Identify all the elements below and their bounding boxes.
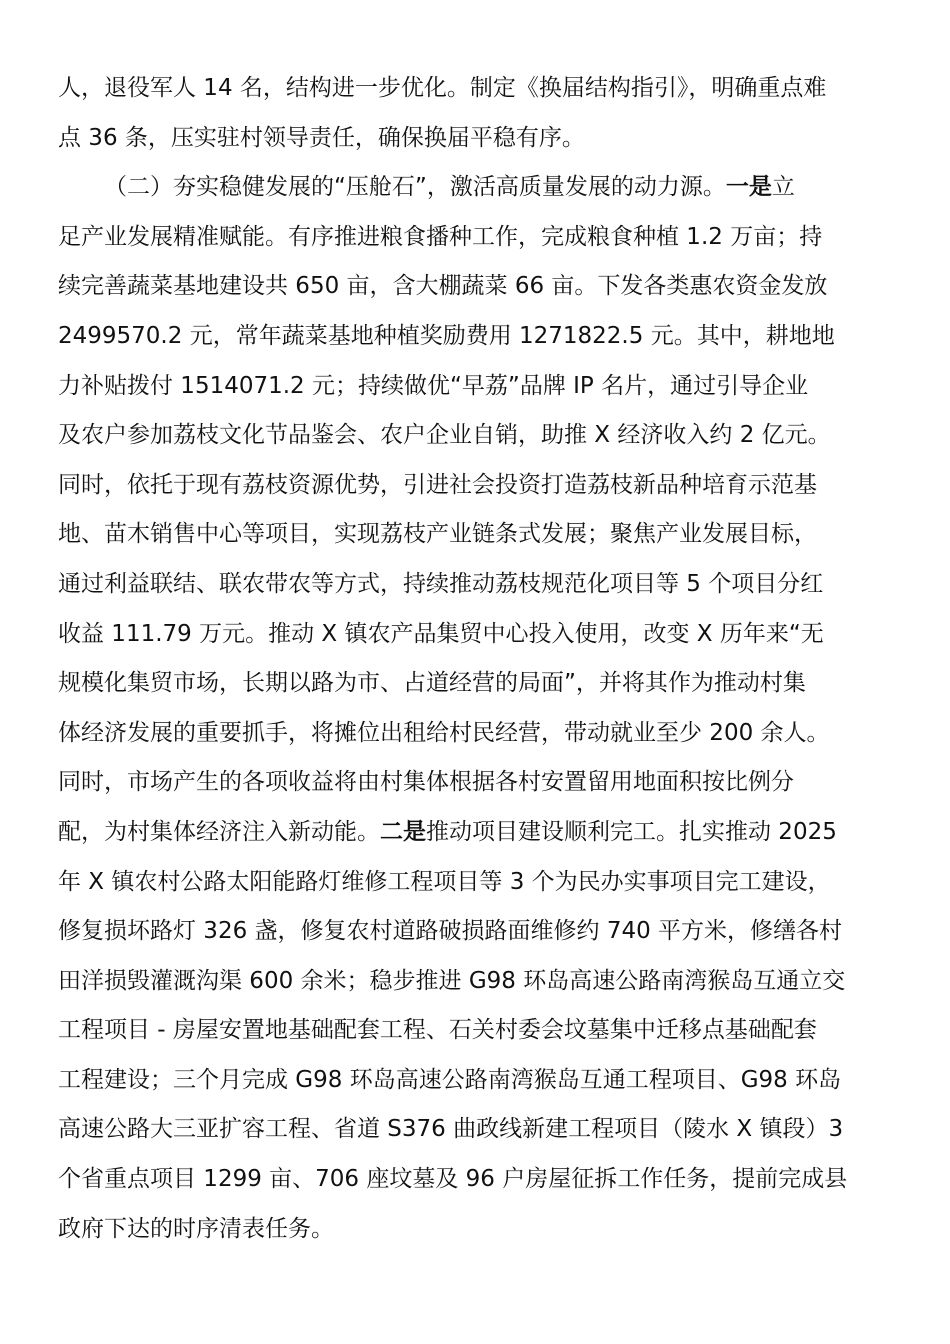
- text-line: [58, 114, 898, 164]
- text-line: [58, 957, 898, 1007]
- text-segment: 收益 111.79 万元。推动 X 镇农产品集贸中心投入使用，改变 X 历年来“无: [58, 620, 824, 647]
- text-line: [58, 709, 898, 759]
- text-segment: 足产业发展精准赋能。有序推进粮食播种工作，完成粮食种植 1.2 万亩；持: [58, 223, 823, 250]
- text-line: [58, 907, 898, 957]
- text-segment: 同时，依托于现有荔枝资源优势，引进社会投资打造荔枝新品种培育示范基: [58, 471, 817, 498]
- text-line: [58, 1105, 898, 1155]
- text-segment: 政府下达的时序清表任务。: [58, 1215, 334, 1242]
- bold-keyword: 二是: [380, 818, 426, 845]
- text-line: [58, 758, 898, 808]
- text-segment: 立: [771, 174, 795, 201]
- text-line: [58, 808, 898, 858]
- text-line: [58, 610, 898, 660]
- text-segment: 推动项目建设顺利完工。扎实推动 2025: [426, 818, 837, 845]
- text-segment: 力补贴拨付 1514071.2 元；持续做优“早荔”品牌 IP 名片，通过引导企业: [58, 372, 809, 399]
- text-segment: 体经济发展的重要抓手，将摊位出租给村民经营，带动就业至少 200 余人。: [58, 719, 830, 746]
- text-segment: 及农户参加荔枝文化节品鉴会、农户企业自销，助推 X 经济收入约 2 亿元。: [58, 422, 831, 449]
- text-line: [58, 312, 898, 362]
- text-segment: 高速公路大三亚扩容工程、省道 S376 曲政线新建工程项目（陵水 X 镇段）3: [58, 1116, 844, 1143]
- text-segment: 工程建设；三个月完成 G98 环岛高速公路南湾猴岛互通工程项目、G98 环岛: [58, 1066, 842, 1093]
- text-line: [58, 858, 898, 908]
- text-segment: 个省重点项目 1299 亩、706 座坟墓及 96 户房屋征拆工作任务，提前完成县: [58, 1166, 848, 1193]
- text-line: [58, 262, 898, 312]
- text-segment: 修复损坏路灯 326 盏，修复农村道路破损路面维修约 740 平方米，修缮各村: [58, 918, 843, 945]
- text-segment: 地、苗木销售中心等项目，实现荔枝产业链条式发展；聚焦产业发展目标，: [58, 521, 817, 548]
- section-heading-line: [58, 163, 898, 213]
- text-line: [58, 1155, 898, 1205]
- section-heading: （二）夯实稳健发展的“压舱石”，激活高质量发展的动力源。: [104, 174, 726, 201]
- text-segment: 2499570.2 元，常年蔬菜基地种植奖励费用 1271822.5 元。其中，耕地地: [58, 322, 835, 349]
- text-segment: 配，为村集体经济注入新动能。: [58, 818, 380, 845]
- text-line: [58, 362, 898, 412]
- text-segment: 工程项目 - 房屋安置地基础配套工程、石关村委会坟墓集中迁移点基础配套: [58, 1017, 817, 1044]
- text-line: [58, 659, 898, 709]
- bold-keyword: 一是: [725, 174, 772, 201]
- text-line: [58, 213, 898, 263]
- text-segment: 同时，市场产生的各项收益将由村集体根据各村安置留用地面积按比例分: [58, 769, 794, 796]
- text-segment: 人，退役军人 14 名，结构进一步优化。制定《换届结构指引》，明确重点难: [58, 75, 827, 101]
- text-line: [58, 64, 898, 114]
- text-segment: 田洋损毁灌溉沟渠 600 余米；稳步推进 G98 环岛高速公路南湾猴岛互通立交: [58, 967, 846, 994]
- text-line: [58, 1056, 898, 1106]
- text-segment: 点 36 条，压实驻村领导责任，确保换届平稳有序。: [58, 124, 585, 151]
- document-body: [58, 64, 898, 1254]
- text-segment: 年 X 镇农村公路太阳能路灯维修工程项目等 3 个为民办实事项目完工建设，: [58, 868, 831, 895]
- text-segment: 续完善蔬菜基地建设共 650 亩，含大棚蔬菜 66 亩。下发各类惠农资金发放: [58, 273, 828, 300]
- text-line: [58, 510, 898, 560]
- text-line: [58, 1205, 898, 1255]
- text-line: [58, 411, 898, 461]
- text-segment: 规模化集贸市场，长期以路为市、占道经营的局面”，并将其作为推动村集: [58, 670, 806, 697]
- text-line: [58, 461, 898, 511]
- text-segment: 通过利益联结、联农带农等方式，持续推动荔枝规范化项目等 5 个项目分红: [58, 570, 824, 597]
- text-line: [58, 560, 898, 610]
- text-line: [58, 1006, 898, 1056]
